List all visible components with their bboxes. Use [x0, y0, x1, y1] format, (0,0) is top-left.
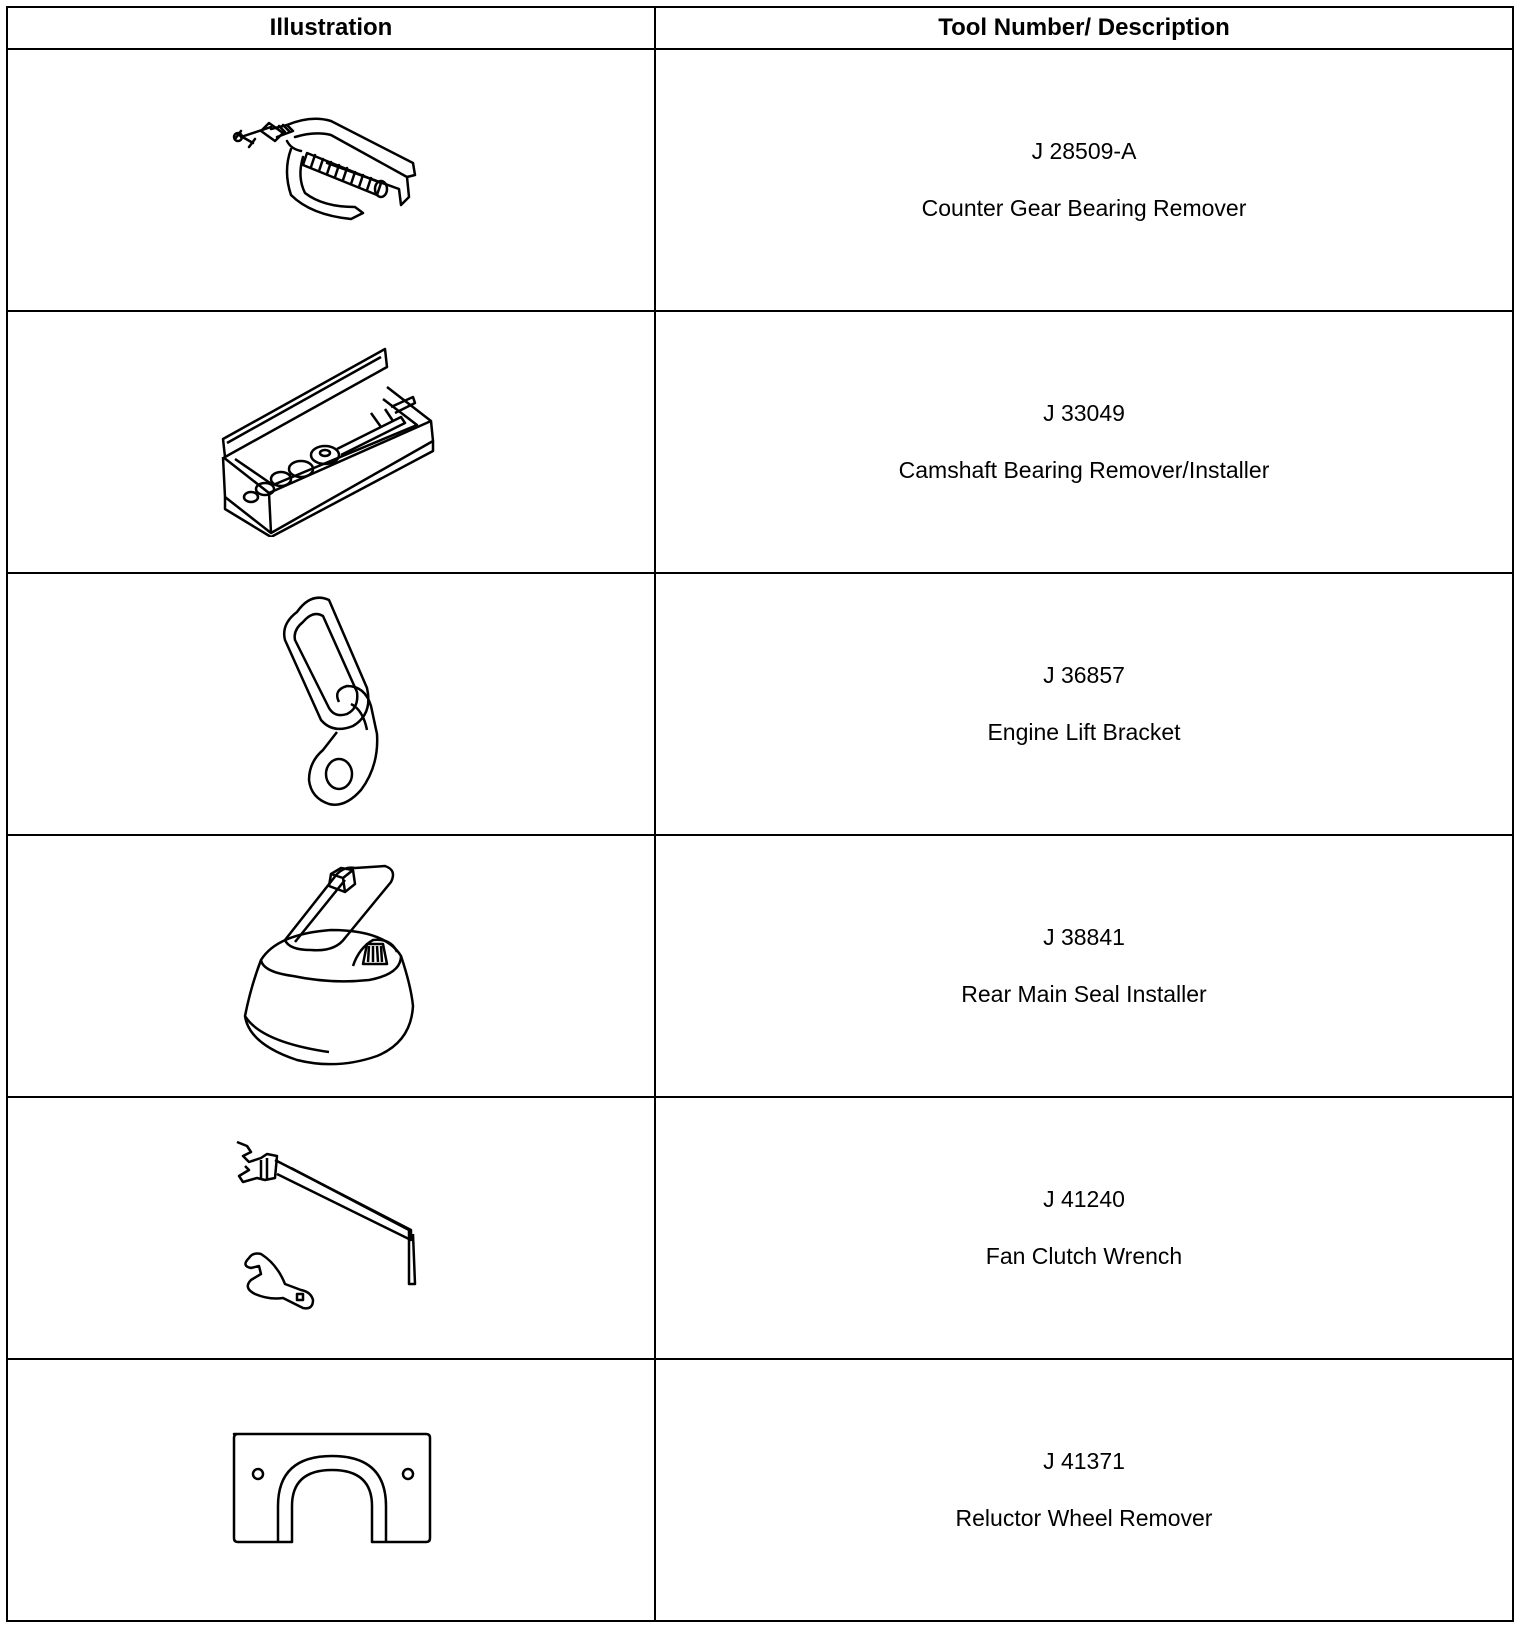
bearing-puller-icon — [231, 115, 431, 245]
tool-number: J 33049 — [1043, 400, 1125, 426]
tool-description: Camshaft Bearing Remover/Installer — [898, 457, 1270, 483]
tool-number: J 38841 — [1043, 924, 1125, 950]
table-row — [7, 1097, 1513, 1359]
lift-bracket-icon — [271, 594, 391, 814]
tool-description: Counter Gear Bearing Remover — [921, 195, 1247, 221]
table-row — [7, 835, 1513, 1097]
illustration-cell — [7, 311, 655, 573]
table-header-row — [7, 7, 1513, 49]
tool-description-cell — [655, 49, 1513, 311]
illustration-cell — [7, 49, 655, 311]
tool-description: Rear Main Seal Installer — [961, 981, 1207, 1007]
table-row — [7, 1359, 1513, 1621]
tool-description: Reluctor Wheel Remover — [955, 1505, 1213, 1531]
tool-description-cell — [655, 1097, 1513, 1359]
table-row — [7, 311, 1513, 573]
fan-clutch-wrench-icon — [231, 1138, 431, 1318]
table-row — [7, 49, 1513, 311]
special-tools-table — [6, 6, 1514, 1622]
reluctor-plate-icon — [226, 1430, 436, 1550]
tool-number: J 41371 — [1043, 1448, 1125, 1474]
header-tool-number-description: Tool Number/ Description — [655, 7, 1513, 49]
tool-description: Fan Clutch Wrench — [985, 1243, 1183, 1269]
tool-description-cell — [655, 835, 1513, 1097]
seal-installer-icon — [241, 856, 421, 1076]
illustration-cell — [7, 573, 655, 835]
table-row — [7, 573, 1513, 835]
tool-description: Engine Lift Bracket — [987, 719, 1181, 745]
header-illustration: Illustration — [7, 7, 655, 49]
illustration-cell — [7, 1097, 655, 1359]
tool-description-cell — [655, 1359, 1513, 1621]
tool-kit-case-icon — [221, 347, 441, 537]
illustration-cell — [7, 1359, 655, 1621]
illustration-cell — [7, 835, 655, 1097]
tool-number: J 28509-A — [1031, 138, 1137, 164]
tool-description-cell — [655, 573, 1513, 835]
tool-number: J 36857 — [1043, 662, 1125, 688]
tool-description-cell — [655, 311, 1513, 573]
tool-number: J 41240 — [1043, 1186, 1125, 1212]
